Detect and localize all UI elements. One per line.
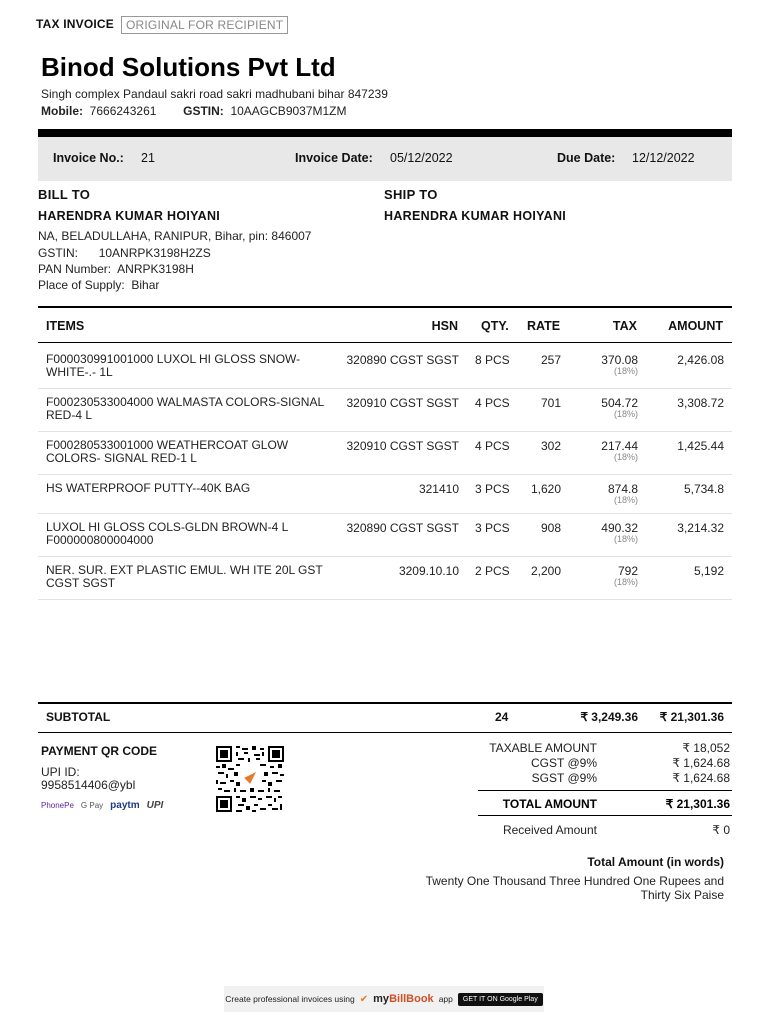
total-amount-value: ₹ 21,301.36	[665, 797, 730, 811]
company-name: Binod Solutions Pvt Ltd	[41, 52, 336, 82]
due-date: 12/12/2022	[632, 151, 695, 165]
company-meta	[41, 104, 347, 118]
item-hsn: 321410	[418, 482, 459, 496]
item-rate: 1,620	[530, 482, 561, 496]
cgst-label: CGST @9%	[531, 756, 597, 770]
invoice-number: 21	[141, 151, 155, 165]
taxable-amount-value: ₹ 18,052	[682, 741, 730, 755]
item-tax-rate: (18%)	[613, 409, 638, 419]
bill-to-pan-label: PAN Number:	[38, 262, 112, 276]
col-header-qty: QTY.	[481, 319, 509, 333]
item-qty: 8 PCS	[475, 353, 510, 367]
payment-qr-code	[216, 746, 284, 812]
row-divider	[38, 556, 732, 557]
item-hsn: 320910 CGST SGST	[346, 396, 459, 410]
total-bottom-rule	[478, 815, 732, 816]
item-tax: 490.32	[601, 521, 638, 535]
place-of-supply-value: Bihar	[131, 278, 160, 292]
paytm-logo: paytm	[110, 800, 140, 811]
invoice-info-band	[38, 137, 732, 181]
item-tax-rate: (18%)	[613, 452, 638, 462]
invoice-date-label: Invoice Date:	[295, 151, 373, 165]
col-header-hsn: HSN	[431, 319, 458, 333]
item-rate: 2,200	[530, 564, 561, 578]
footer-text: Create professional invoices using	[225, 994, 355, 1004]
item-name: F000280533001000 WEATHERCOAT GLOW COLORS- SIGNAL RED-1 L	[46, 438, 289, 465]
row-divider	[38, 388, 732, 389]
upi-id-value: 9958514406@ybl	[41, 778, 136, 792]
subtotal-amount: ₹ 21,301.36	[659, 710, 724, 724]
bill-to-gstin	[38, 246, 211, 260]
total-top-rule	[478, 790, 732, 791]
gpay-logo: G Pay	[80, 801, 104, 810]
item-qty: 4 PCS	[475, 439, 510, 453]
footer-brand	[373, 993, 434, 1005]
payment-app-logos	[41, 800, 163, 811]
upi-id-label: UPI ID:	[41, 765, 80, 779]
bill-to-title: BILL TO	[38, 187, 91, 202]
item-name: HS WATERPROOF PUTTY--40K BAG	[46, 481, 251, 495]
bill-to-place-of-supply	[38, 278, 159, 292]
header-divider	[38, 129, 732, 137]
bill-to-address: NA, BELADULLAHA, RANIPUR, Bihar, pin: 846007	[38, 229, 312, 243]
item-qty: 3 PCS	[475, 482, 510, 496]
copy-label-badge: ORIGINAL FOR RECIPIENT	[121, 16, 288, 34]
item-name: LUXOL HI GLOSS COLS-GLDN BROWN-4 L F000000800004000	[46, 520, 288, 547]
item-tax: 217.44	[601, 439, 638, 453]
item-amount: 5,734.8	[683, 482, 724, 496]
item-rate: 257	[540, 353, 561, 367]
item-hsn: 320890 CGST SGST	[346, 353, 459, 367]
row-divider	[38, 431, 732, 432]
item-tax: 874.8	[607, 482, 638, 496]
subtotal-top-rule	[38, 702, 732, 704]
invoice-date: 05/12/2022	[390, 151, 453, 165]
item-amount: 1,425.44	[677, 439, 724, 453]
item-name: NER. SUR. EXT PLASTIC EMUL. WH ITE 20L GST CGST SGST	[46, 563, 323, 590]
bill-to-pan	[38, 262, 194, 276]
subtotal-qty: 24	[495, 710, 509, 724]
ship-to-title: SHIP TO	[384, 187, 438, 202]
received-amount-value: ₹ 0	[712, 823, 730, 837]
mobile-value: 7666243261	[89, 104, 157, 118]
item-tax-rate: (18%)	[613, 534, 638, 544]
footer-suffix: app	[438, 994, 453, 1004]
item-tax: 370.08	[601, 353, 638, 367]
payment-qr-title: PAYMENT QR CODE	[41, 744, 158, 758]
col-header-rate: RATE	[527, 319, 561, 333]
gstin-value: 10AAGCB9037M1ZM	[230, 104, 347, 118]
item-amount: 3,214.32	[677, 521, 724, 535]
item-amount: 3,308.72	[677, 396, 724, 410]
row-divider	[38, 474, 732, 475]
bill-to-gstin-label: GSTIN:	[38, 246, 79, 260]
col-header-amount: AMOUNT	[668, 319, 723, 333]
item-amount: 5,192	[693, 564, 724, 578]
item-qty: 3 PCS	[475, 521, 510, 535]
total-amount-label: TOTAL AMOUNT	[502, 797, 597, 811]
bill-to-gstin-value: 10ANRPK3198H2ZS	[98, 246, 211, 260]
item-tax: 504.72	[601, 396, 638, 410]
cgst-value: ₹ 1,624.68	[672, 756, 730, 770]
mybillbook-logo-icon: ✔	[359, 993, 369, 1005]
ship-to-name: HARENDRA KUMAR HOIYANI	[384, 209, 567, 223]
phonepe-logo: PhonePe	[41, 801, 74, 810]
taxable-amount-label: TAXABLE AMOUNT	[489, 741, 597, 755]
item-rate: 908	[540, 521, 561, 535]
bill-to-pan-value: ANRPK3198H	[117, 262, 194, 276]
table-header-rule	[38, 342, 732, 343]
sgst-label: SGST @9%	[531, 771, 597, 785]
subtotal-label: SUBTOTAL	[46, 710, 111, 724]
item-name: F000030991001000 LUXOL HI GLOSS SNOW-WHITE-.- 1L	[46, 352, 301, 379]
item-amount: 2,426.08	[677, 353, 724, 367]
due-date-label: Due Date:	[557, 151, 616, 165]
bill-to-name: HARENDRA KUMAR HOIYANI	[38, 209, 221, 223]
company-address: Singh complex Pandaul sakri road sakri madhubani bihar 847239	[41, 87, 388, 101]
subtotal-tax: ₹ 3,249.36	[580, 710, 638, 724]
item-qty: 4 PCS	[475, 396, 510, 410]
table-top-rule	[38, 306, 732, 308]
amount-in-words-text: Twenty One Thousand Three Hundred One Rupees and Thirty Six Paise	[425, 874, 724, 902]
col-header-tax: TAX	[612, 319, 637, 333]
row-divider	[38, 513, 732, 514]
footer-promo[interactable]	[224, 986, 544, 1012]
doc-type-label: TAX INVOICE	[36, 17, 114, 31]
mobile-label: Mobile:	[41, 104, 83, 118]
footer-brand-prefix: my	[373, 993, 390, 1005]
item-name: F000230533004000 WALMASTA COLORS-SIGNAL RED-4 L	[46, 395, 324, 422]
item-qty: 2 PCS	[475, 564, 510, 578]
place-of-supply-label: Place of Supply:	[38, 278, 125, 292]
gstin-label: GSTIN:	[183, 104, 224, 118]
amount-in-words-title: Total Amount (in words)	[587, 855, 724, 869]
item-tax: 792	[617, 564, 638, 578]
upi-logo: UPI	[146, 800, 164, 811]
subtotal-bottom-rule	[38, 732, 732, 733]
item-rate: 701	[540, 396, 561, 410]
received-amount-label: Received Amount	[502, 823, 597, 837]
footer-brand-name: BillBook	[389, 993, 434, 1005]
sgst-value: ₹ 1,624.68	[672, 771, 730, 785]
item-tax-rate: (18%)	[613, 577, 638, 587]
invoice-number-label: Invoice No.:	[53, 151, 124, 165]
item-hsn: 320910 CGST SGST	[346, 439, 459, 453]
item-tax-rate: (18%)	[613, 366, 638, 376]
row-divider	[38, 599, 732, 600]
col-header-items: ITEMS	[46, 319, 85, 333]
item-hsn: 320890 CGST SGST	[346, 521, 459, 535]
item-rate: 302	[540, 439, 561, 453]
google-play-badge[interactable]: GET IT ON Google Play	[458, 993, 543, 1006]
item-hsn: 3209.10.10	[398, 564, 459, 578]
item-tax-rate: (18%)	[613, 495, 638, 505]
